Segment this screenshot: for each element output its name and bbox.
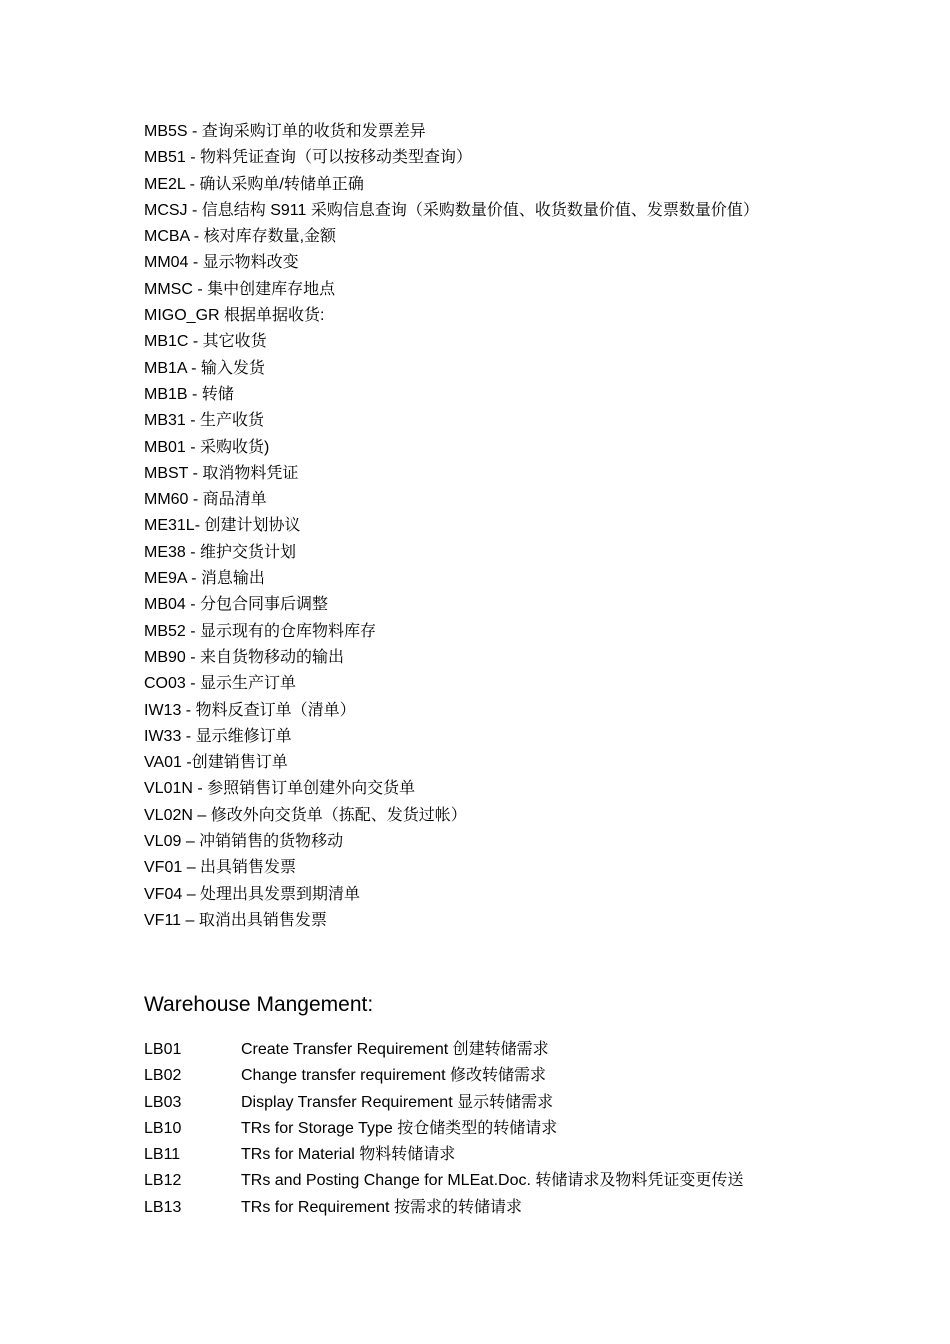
list-item: MB01 - 采购收货) [144,438,270,456]
list-item: MB52 - 显示现有的仓库物料库存 [144,622,377,640]
table-row [144,1116,743,1142]
transaction-code: LB10 [144,1119,182,1137]
transaction-code-list [144,119,759,934]
table-row [144,1168,743,1194]
list-item: MBST - 取消物料凭证 [144,464,299,482]
list-item: MB04 - 分包合同事后调整 [144,596,329,614]
list-item: MIGO_GR 根据单据收货: [144,307,325,325]
list-item: MB1C - 其它收货 [144,333,267,351]
list-item: MB5S - 查询采购订单的收货和发票差异 [144,123,426,140]
transaction-code: LB13 [144,1198,182,1216]
table-row [144,1037,743,1063]
table-row [144,1142,743,1168]
transaction-code: LB03 [144,1093,182,1111]
section-heading: Warehouse Mangement: [144,993,374,1016]
list-item: MB1A - 输入发货 [144,359,265,377]
list-item: MB1B - 转储 [144,385,234,403]
list-item: VL02N – 修改外向交货单（拣配、发货过帐） [144,806,467,824]
warehouse-table [144,1037,743,1221]
transaction-description: Change transfer requirement 修改转储需求 [241,1067,547,1085]
list-item: MMSC - 集中创建库存地点 [144,280,336,298]
list-item: VF04 – 处理出具发票到期清单 [144,885,361,903]
transaction-code: LB11 [144,1146,181,1164]
list-item: MB90 - 来自货物移动的输出 [144,648,345,666]
transaction-description: TRs for Requirement 按需求的转储请求 [241,1198,522,1216]
table-row [144,1090,743,1116]
list-item: MB31 - 生产收货 [144,412,265,430]
list-item: MCSJ - 信息结构 S911 采购信息查询（采购数量价值、收货数量价值、发票数量价值） [144,201,759,219]
table-row [144,1063,743,1089]
list-item: ME31L- 创建计划协议 [144,517,301,535]
list-item: VA01 -创建销售订单 [144,754,288,772]
list-item: MM04 - 显示物料改变 [144,254,299,272]
list-item: ME38 - 维护交货计划 [144,543,297,561]
list-item: MM60 - 商品清单 [144,491,267,509]
list-item: VL09 – 冲销销售的货物移动 [144,833,344,851]
list-item: IW13 - 物料反查订单（清单） [144,701,356,719]
list-item: IW33 - 显示维修订单 [144,727,292,745]
list-item: VF01 – 出具销售发票 [144,859,297,877]
transaction-description: TRs for Material 物料转储请求 [241,1146,456,1164]
transaction-code: LB02 [144,1067,182,1085]
transaction-code: LB01 [144,1041,182,1058]
table-row [144,1195,743,1221]
transaction-description: Display Transfer Requirement 显示转储需求 [241,1093,554,1111]
list-item: ME2L - 确认采购单/转储单正确 [144,175,364,193]
transaction-description: Create Transfer Requirement 创建转储需求 [241,1041,549,1058]
list-item: CO03 - 显示生产订单 [144,675,297,693]
transaction-description: TRs and Posting Change for MLEat.Doc. 转储请求及物料凭证变更传送 [241,1172,744,1190]
list-item: VL01N - 参照销售订单创建外向交货单 [144,780,416,798]
transaction-code: LB12 [144,1172,182,1190]
list-item: VF11 – 取消出具销售发票 [144,911,327,929]
list-item: MCBA - 核对库存数量,金额 [144,228,337,246]
list-item: ME9A - 消息输出 [144,570,265,588]
list-item: MB51 - 物料凭证查询（可以按移动类型查询） [144,149,473,167]
transaction-description: TRs for Storage Type 按仓储类型的转储请求 [241,1119,558,1137]
